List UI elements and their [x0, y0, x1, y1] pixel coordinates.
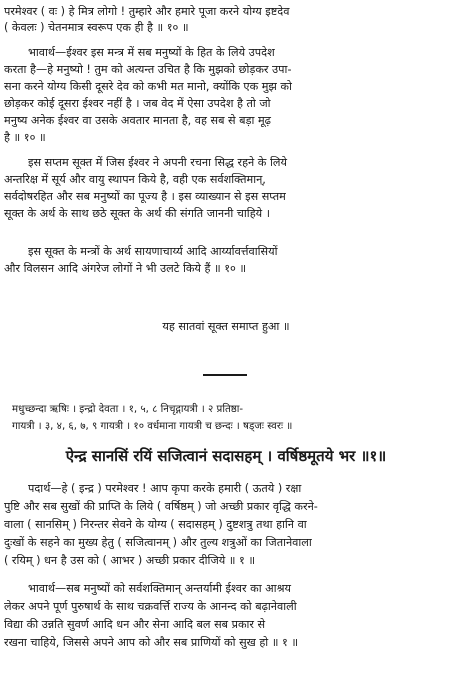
mantra-verse: ऐन्द्र सानसिं रयिं सजित्वानं सदासहम् । वर्षिष्ठमूतये भर ॥१॥ [65, 447, 387, 465]
text-line: पुष्टि और सब सुखों की प्राप्ति के लिये ( वर्षिष्ठम् ) जो अच्छी प्रकार वृद्धि करने- [4, 500, 318, 513]
text-line: इस सप्तम सूक्त में जिस ईश्वर ने अपनी रचना सिद्ध रहने के लिये [28, 156, 287, 169]
text-line: पदार्थ—हे ( इन्द्र ) परमेश्वर ! आप कृपा करके हमारी ( ऊतये ) रक्षा [28, 482, 302, 495]
text-line: ( केवलः ) चेतनमात्र स्वरूप एक ही है ॥ १० ॥ [4, 21, 189, 34]
text-line: ( रयिम् ) धन है उस को ( आभर ) अच्छी प्रकार दीजिये ॥ १ ॥ [4, 554, 256, 567]
text-line: मनुष्य अनेक ईश्वर वा उसके अवतार मानता है, वह सब से बड़ा मूढ़ [4, 114, 271, 127]
section-divider [203, 374, 247, 376]
text-line: सर्वदोषरहित और सब मनुष्यों का पूज्य है । इस व्याख्यान से इस सप्तम [4, 190, 286, 203]
text-line: परमेश्वर ( वः ) हे मित्र लोगो ! तुम्हारे और हमारे पूजा करने योग्य इष्टदेव [4, 5, 290, 18]
text-line: अन्तरिक्ष में सूर्य और वायु स्थापन किये है, वही एक सर्वशक्तिमान्, [4, 173, 266, 186]
text-line: भावार्थ—ईश्वर इस मन्त्र में सब मनुष्यों के हित के लिये उपदेश [28, 46, 275, 59]
text-line: वाला ( सानसिम् ) निरन्तर सेवने के योग्य ( सदासहम् ) दुष्टशत्रु तथा हानि वा [4, 518, 307, 531]
text-line: लेकर अपने पूर्ण पुरुषार्थ के साथ चक्रवर्त्ति राज्य के आनन्द को बढ़ानेवाली [4, 600, 297, 613]
text-line: और विलसन आदि अंगरेज लोगों ने भी उलटे किये हैं ॥ १० ॥ [4, 262, 247, 275]
text-line: है ॥ १० ॥ [4, 131, 46, 144]
text-line: इस सूक्त के मन्त्रों के अर्थ सायणाचार्य्य आदि आर्य्यावर्त्तवासियों [28, 245, 278, 258]
text-line: छोड़कर कोई दूसरा ईश्वर नहीं है । जब वेद में ऐसा उपदेश है तो जो [4, 97, 271, 110]
mantra-header-line: मधुच्छन्दा ऋषिः । इन्द्रो देवता । १, ५, ८ निचृद्गायत्री । २ प्रतिष्ठा- [12, 404, 244, 415]
text-line: विद्या की उन्नति सुवर्ण आदि धन और सेना आदि बल सब प्रकार से [4, 618, 266, 631]
text-line: रखना चाहिये, जिससे अपने आप को और सब प्राणियों को सुख हो ॥ १ ॥ [4, 636, 299, 649]
text-line: सना करने योग्य किसी दूसरे देव को कभी मत मानो, क्योंकि एक मुझ को [4, 80, 292, 93]
sukta-closing: यह सातवां सूक्त समाप्त हुआ ॥ [162, 320, 290, 333]
text-line: करता है—हे मनुष्यो ! तुम को अत्यन्त उचित है कि मुझको छोड़कर उपा- [4, 63, 292, 76]
text-line: भावार्थ—सब मनुष्यों को सर्वशक्तिमान् अन्तर्यामी ईश्वर का आश्रय [28, 582, 291, 595]
mantra-header-line: गायत्री । ३, ४, ६, ७, ९ गायत्री । १० वर्धमाना गायत्री च छन्दः । षड्जः स्वरः ॥ [12, 421, 293, 432]
text-line: सूक्त के अर्थ के साथ छठे सूक्त के अर्थ की संगति जाननी चाहिये । [4, 207, 270, 220]
text-line: दुःखों के सहने का मुख्य हेतु ( सजित्वानम् ) और तुल्य शत्रुओं का जितानेवाला [4, 536, 312, 549]
